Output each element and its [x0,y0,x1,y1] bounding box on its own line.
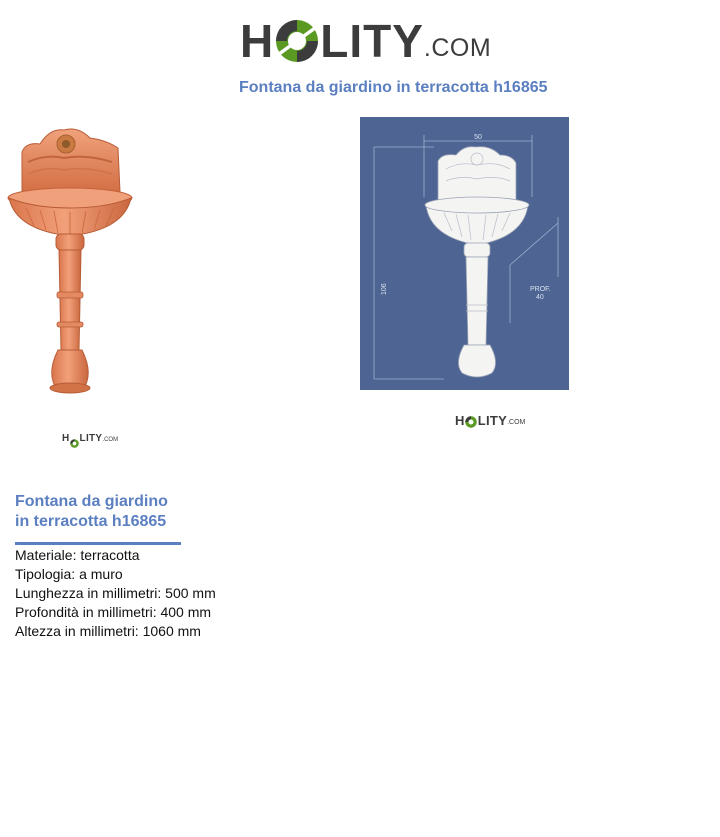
logo-letters-lity: LITY [477,413,508,428]
logo-letters-lity: LITY [79,433,103,444]
spec-material: Materiale: terracotta [15,547,140,563]
logo-o-icon [275,19,319,63]
logo-letter-h: H [240,15,275,67]
logo-letter-h: H [455,413,465,428]
product-photo [6,122,136,400]
spec-type: Tipologia: a muro [15,566,123,582]
drawing-depth-value: 40 [536,294,544,301]
logo-com: .COM [507,419,526,426]
title-divider [15,542,181,545]
logo-o-icon [70,435,79,444]
logo-com: .COM [102,437,119,443]
product-title-line-2: in terracotta h16865 [15,513,167,530]
holity-logo-small[interactable] [62,434,118,444]
spec-height: Altezza in millimetri: 1060 mm [15,623,201,639]
technical-drawing [360,117,569,390]
spec-length: Lunghezza in millimetri: 500 mm [15,585,216,601]
drawing-height-label: 106 [381,283,388,295]
drawing-depth-label: PROF. [530,286,551,293]
spec-list [15,546,216,641]
logo-o-icon [465,415,477,427]
logo-letter-h: H [62,433,70,444]
product-title [15,492,215,532]
holity-logo[interactable] [240,12,492,67]
page-title: Fontana da giardino in terracotta h16865 [239,79,548,96]
product-title-line-1: Fontana da giardino [15,493,168,510]
logo-com: .COM [423,34,492,62]
drawing-width-label: 50 [474,134,482,141]
logo-letters-lity: LITY [320,15,424,67]
holity-logo-small[interactable] [455,414,525,427]
spec-depth: Profondità in millimetri: 400 mm [15,604,212,620]
